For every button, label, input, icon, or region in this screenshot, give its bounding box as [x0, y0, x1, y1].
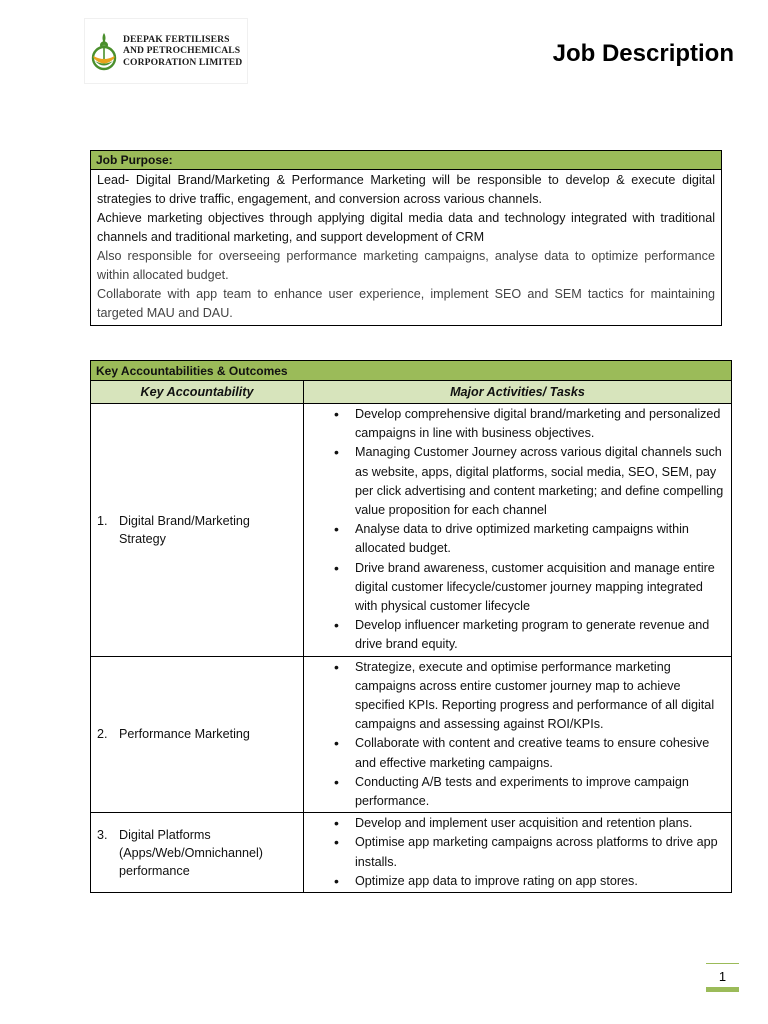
job-purpose-heading: Job Purpose: [91, 151, 721, 170]
task-item: • Analyse data to drive optimized marketing campaigns within allocated budget. [304, 520, 725, 558]
tasks-cell [304, 813, 732, 893]
table-title: Key Accountabilities & Outcomes [91, 361, 732, 381]
task-item: • Strategize, execute and optimise performance marketing campaigns across entire customer journey map to achieve specified KPIs. Reporting progress and performance of all digital campaigns and assessing against ROI/KPIs. [304, 658, 725, 735]
table-row [91, 813, 732, 893]
page-number: 1 [706, 963, 739, 992]
accountability-name: Digital Platforms (Apps/Web/Omnichannel) performance [119, 827, 263, 878]
column-header-major-activities: Major Activities/ Tasks [304, 381, 732, 404]
tasks-cell [304, 656, 732, 813]
task-item: • Collaborate with content and creative teams to ensure cohesive and effective marketing campaigns. [304, 734, 725, 772]
accountability-name: Digital Brand/Marketing Strategy [119, 513, 250, 546]
job-purpose-paragraph: Achieve marketing objectives through applying digital media data and technology integrated with traditional channels and traditional marketing, and support development of CRM [97, 211, 715, 244]
table-header-row [91, 381, 732, 404]
job-purpose-paragraph: Collaborate with app team to enhance user experience, implement SEO and SEM tactics for maintaining targeted MAU and DAU. [97, 287, 715, 320]
company-name-line: DEEPAK FERTILISERS [123, 33, 230, 45]
task-item: • Optimize app data to improve rating on app stores. [304, 872, 725, 891]
task-item: • Develop and implement user acquisition and retention plans. [304, 814, 725, 833]
column-header-key-accountability: Key Accountability [91, 381, 304, 404]
task-item: • Optimise app marketing campaigns across platforms to drive app installs. [304, 833, 725, 871]
task-list [304, 405, 725, 655]
accountability-number: 3. [97, 827, 108, 842]
company-logo [84, 18, 248, 84]
task-item: • Drive brand awareness, customer acquisition and manage entire digital customer lifecycle/customer journey mapping integrated with physical customer lifecycle [304, 559, 725, 617]
key-accountabilities-table [90, 360, 732, 893]
task-item: • Develop comprehensive digital brand/marketing and personalized campaigns in line with business objectives. [304, 405, 725, 443]
table-row [91, 404, 732, 657]
company-name-line: CORPORATION LIMITED [123, 56, 243, 68]
task-item: • Managing Customer Journey across various digital channels such as website, apps, digital platforms, social media, SEO, SEM, pay per click advertising and content marketing; and define compelling value proposition for each channel [304, 443, 725, 520]
accountability-name: Performance Marketing [119, 727, 250, 742]
task-list [304, 658, 725, 812]
accountability-number: 2. [97, 727, 108, 742]
wheat-leaf-logo-icon [89, 31, 119, 71]
job-purpose-paragraph: Also responsible for overseeing performance marketing campaigns, analyse data to optimize performance within allocated budget. [97, 249, 715, 282]
task-item: • Conducting A/B tests and experiments to improve campaign performance. [304, 773, 725, 811]
job-purpose-paragraph: Lead- Digital Brand/Marketing & Performance Marketing will be responsible to develop & execute digital strategies to drive traffic, engagement, and conversion across various channels. [97, 173, 715, 206]
table-row [91, 656, 732, 813]
tasks-cell [304, 404, 732, 657]
accountability-cell [91, 813, 304, 893]
table-title-row [91, 361, 732, 381]
accountability-cell [91, 404, 304, 657]
company-name-line: AND PETROCHEMICALS [123, 45, 241, 57]
document-title: Job Description [552, 40, 734, 67]
task-list [304, 814, 725, 891]
accountability-number: 1. [97, 513, 108, 528]
job-purpose-body [91, 170, 721, 325]
accountability-cell [91, 656, 304, 813]
job-purpose-box [90, 150, 722, 326]
company-name [123, 34, 242, 69]
task-item: • Develop influencer marketing program to generate revenue and drive brand equity. [304, 616, 725, 654]
